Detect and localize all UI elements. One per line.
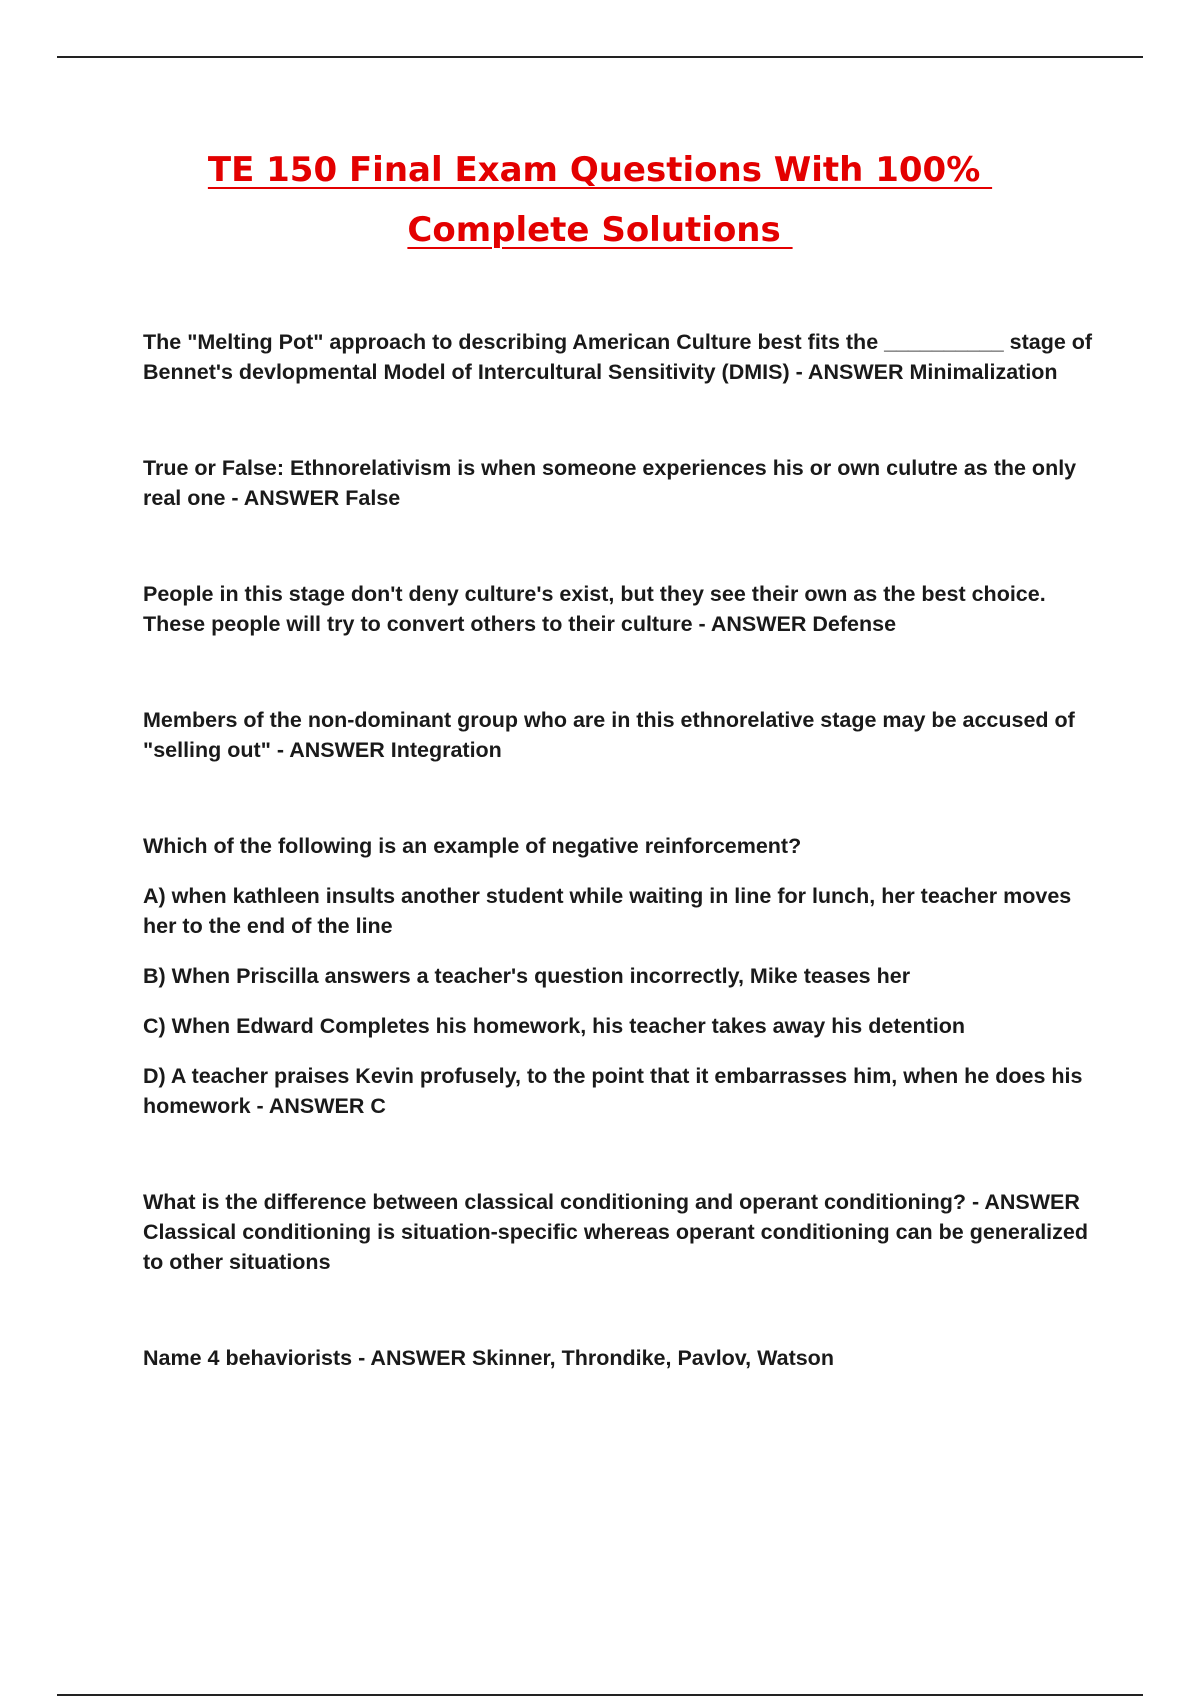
qa-item-3: People in this stage don't deny culture's exist, but they see their own as the best choice. These people will try to convert others to their culture - ANSWER Defense bbox=[143, 582, 1046, 636]
qa-item-5 bbox=[143, 831, 1103, 1121]
question-list bbox=[143, 327, 1103, 1373]
qa-item-7: Name 4 behaviorists - ANSWER Skinner, Throndike, Pavlov, Watson bbox=[143, 1346, 834, 1370]
qa-item-6: What is the difference between classical conditioning and operant conditioning? - ANSWER Classical conditioning is situation-specific whereas operant conditioning can be generalized to other situations bbox=[143, 1190, 1088, 1274]
top-rule bbox=[57, 56, 1143, 58]
qa-item-5-option-d: D) A teacher praises Kevin profusely, to the point that it embarrasses him, when he does his homework - ANSWER C bbox=[143, 1064, 1083, 1118]
qa-item-5-stem: Which of the following is an example of negative reinforcement? bbox=[143, 834, 802, 858]
qa-item-2: True or False: Ethnorelativism is when someone experiences his or own culutre as the only real one - ANSWER False bbox=[143, 456, 1077, 510]
document-title bbox=[0, 140, 1200, 260]
qa-item-5-option-c: C) When Edward Completes his homework, his teacher takes away his detention bbox=[143, 1014, 965, 1038]
title-line-1: TE 150 Final Exam Questions With 100% bbox=[207, 150, 993, 190]
title-line-2: Complete Solutions bbox=[407, 210, 793, 250]
qa-item-5-option-b: B) When Priscilla answers a teacher's question incorrectly, Mike teases her bbox=[143, 964, 911, 988]
qa-item-1: The "Melting Pot" approach to describing American Culture best fits the __________ stage of Bennet's devlopmental Model of Intercultural Sensitivity (DMIS) - ANSWER Minimalization bbox=[143, 330, 1093, 384]
qa-item-4: Members of the non-dominant group who are in this ethnorelative stage may be accused of "selling out" - ANSWER Integration bbox=[143, 708, 1075, 762]
bottom-rule bbox=[57, 1694, 1143, 1696]
qa-item-5-option-a: A) when kathleen insults another student while waiting in line for lunch, her teacher moves her to the end of the line bbox=[143, 884, 1072, 938]
